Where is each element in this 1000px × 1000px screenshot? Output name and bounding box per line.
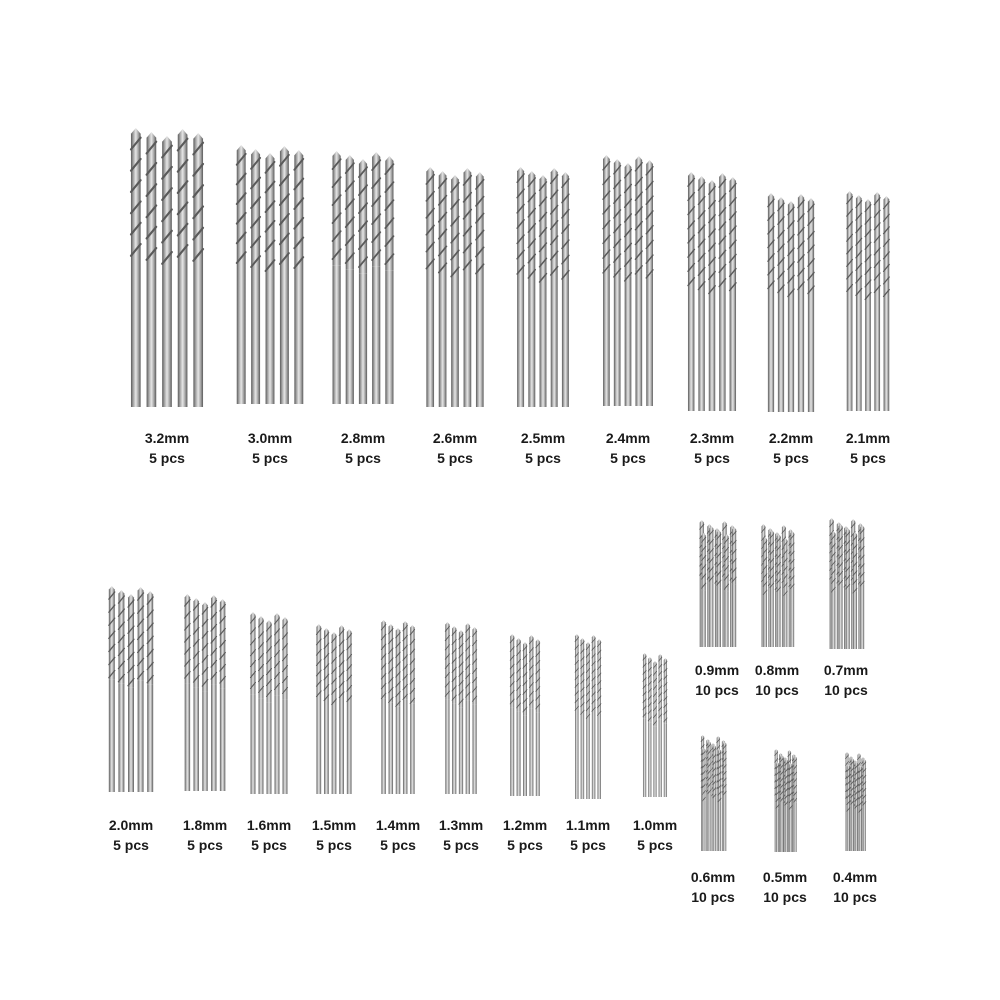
drill-bit-label	[763, 867, 807, 907]
bit-count: 10 pcs	[695, 682, 739, 698]
drill-bit-bundle	[376, 620, 420, 795]
drill-bit	[267, 620, 272, 794]
drill-bit-label	[824, 660, 868, 700]
bit-size: 1.8mm	[182, 817, 228, 833]
bit-count: 5 pcs	[252, 450, 288, 466]
drill-bit-bundle	[511, 167, 575, 408]
bit-count: 5 pcs	[345, 450, 381, 466]
drill-bit-label	[312, 815, 356, 855]
drill-bit	[517, 638, 521, 796]
bit-size: 2.1mm	[845, 430, 891, 446]
bit-count: 5 pcs	[694, 450, 730, 466]
bit-count: 5 pcs	[113, 837, 149, 853]
bit-count: 10 pcs	[691, 889, 735, 905]
drill-bit	[333, 151, 341, 404]
drill-bit	[540, 175, 547, 407]
drill-bit-bundle	[694, 520, 740, 648]
bit-size: 2.5mm	[520, 430, 566, 446]
drill-bit	[653, 661, 656, 797]
bit-size: 1.3mm	[438, 817, 484, 833]
drill-bit	[659, 654, 662, 797]
drill-bit	[138, 587, 144, 792]
drill-bit	[316, 624, 321, 794]
drill-bit	[730, 177, 736, 411]
drill-bit	[597, 639, 600, 799]
drill-bit-label	[633, 815, 677, 855]
drill-bit-label	[566, 815, 610, 855]
drill-bit	[452, 626, 456, 794]
drill-bit-bundle	[245, 612, 293, 795]
drill-bit	[788, 201, 794, 412]
bit-size: 1.0mm	[632, 817, 678, 833]
drill-bit	[193, 133, 203, 407]
bit-count: 5 pcs	[773, 450, 809, 466]
drill-bit	[147, 132, 157, 407]
drill-bit	[280, 146, 289, 404]
drill-bit	[603, 155, 610, 406]
drill-bit	[347, 629, 352, 794]
drill-bit-label	[341, 428, 385, 468]
drill-bit	[528, 171, 535, 407]
bit-size: 2.0mm	[108, 817, 154, 833]
bit-count: 5 pcs	[850, 450, 886, 466]
drill-bit	[459, 630, 463, 794]
bit-size: 3.2mm	[144, 430, 190, 446]
bit-count: 5 pcs	[316, 837, 352, 853]
drill-bit	[702, 533, 706, 647]
drill-bit-label	[376, 815, 420, 855]
drill-bit-bundle	[762, 193, 820, 413]
bit-size: 1.2mm	[502, 817, 548, 833]
bit-size: 1.4mm	[375, 817, 421, 833]
drill-bit-label	[439, 815, 483, 855]
drill-bit	[847, 765, 850, 851]
bit-count: 5 pcs	[570, 837, 606, 853]
bit-size: 0.8mm	[754, 662, 800, 678]
drill-bit	[410, 625, 414, 794]
bit-count: 5 pcs	[610, 450, 646, 466]
drill-bit	[451, 175, 459, 407]
bit-count: 5 pcs	[443, 837, 479, 853]
drill-bit	[464, 168, 472, 407]
bit-count: 5 pcs	[149, 450, 185, 466]
drill-bit	[586, 642, 589, 799]
drill-bit	[839, 524, 843, 649]
drill-bit	[863, 759, 866, 851]
drill-bit	[403, 621, 407, 794]
bit-size: 2.3mm	[689, 430, 735, 446]
drill-bit	[724, 534, 728, 647]
drill-bit-label	[695, 660, 739, 700]
drill-bit-label	[690, 428, 734, 468]
drill-bit-label	[846, 428, 890, 468]
drill-bit	[131, 128, 141, 407]
drill-bit	[211, 595, 216, 791]
drill-bit	[635, 156, 642, 406]
drill-bit-bundle	[311, 624, 357, 795]
drill-bit	[794, 756, 797, 852]
drill-bit	[784, 538, 788, 647]
bit-count: 5 pcs	[437, 450, 473, 466]
drill-bit	[856, 195, 862, 411]
drill-bit	[768, 193, 774, 412]
drill-bit-bundle	[770, 749, 800, 853]
drill-bit	[220, 599, 225, 791]
drill-bit	[178, 129, 188, 407]
drill-bit	[851, 758, 854, 851]
drill-bit	[770, 530, 774, 647]
drill-bit	[472, 627, 476, 794]
drill-bit-label	[183, 815, 227, 855]
drill-bit-bundle	[326, 151, 400, 405]
drill-bit	[581, 638, 584, 799]
drill-bit	[789, 763, 792, 852]
bit-count: 10 pcs	[763, 889, 807, 905]
drill-bit	[275, 613, 280, 794]
drill-bit	[719, 173, 725, 411]
drill-bit	[777, 534, 781, 647]
drill-bit	[778, 197, 784, 412]
drill-bit-bundle	[696, 735, 730, 852]
drill-bit	[529, 635, 533, 796]
drill-bit	[396, 628, 400, 794]
drill-bit	[445, 622, 449, 794]
drill-bit-bundle	[124, 128, 210, 408]
drill-bit	[294, 150, 303, 404]
drill-bit	[808, 198, 814, 412]
drill-bit-bundle	[638, 653, 672, 798]
drill-bit	[688, 172, 694, 411]
drill-bit-bundle	[103, 586, 159, 793]
drill-bit	[702, 748, 705, 851]
drill-bit	[846, 528, 850, 649]
drill-bit	[646, 160, 653, 406]
drill-bit	[614, 159, 621, 406]
drill-bit	[698, 176, 704, 411]
bit-count: 5 pcs	[525, 450, 561, 466]
drill-bit	[517, 167, 524, 407]
drill-bit	[780, 755, 783, 852]
drill-bit	[643, 653, 646, 797]
bit-size: 2.8mm	[340, 430, 386, 446]
drill-bit-label	[521, 428, 565, 468]
drill-bit	[860, 525, 864, 649]
bit-size: 2.2mm	[768, 430, 814, 446]
bit-count: 5 pcs	[251, 837, 287, 853]
drill-bit-label	[109, 815, 153, 855]
drill-bit-label	[145, 428, 189, 468]
bit-size: 2.4mm	[605, 430, 651, 446]
drill-bit-bundle	[841, 191, 895, 412]
drill-bit	[865, 199, 871, 411]
drill-bit	[283, 617, 288, 794]
bit-count: 5 pcs	[637, 837, 673, 853]
bit-size: 0.6mm	[690, 869, 736, 885]
drill-bit	[790, 531, 794, 647]
drill-bit	[251, 612, 256, 794]
bit-size: 0.9mm	[694, 662, 740, 678]
bit-count: 5 pcs	[187, 837, 223, 853]
drill-bit-bundle	[682, 172, 742, 412]
drill-bit	[763, 537, 767, 647]
bit-size: 3.0mm	[247, 430, 293, 446]
drill-bit	[109, 586, 115, 792]
drill-bit	[385, 156, 393, 404]
drill-bit	[648, 657, 651, 797]
bit-size: 1.5mm	[311, 817, 357, 833]
drill-bit	[713, 745, 716, 851]
drill-bit	[266, 153, 275, 404]
drill-bit	[339, 625, 344, 794]
drill-bit	[853, 532, 857, 649]
bit-size: 0.4mm	[832, 869, 878, 885]
bit-size: 2.6mm	[432, 430, 478, 446]
drill-bit-label	[247, 815, 291, 855]
bit-count: 10 pcs	[824, 682, 868, 698]
drill-bit	[664, 658, 667, 797]
drill-bit	[884, 196, 890, 411]
bit-size: 0.5mm	[762, 869, 808, 885]
drill-bit	[785, 759, 788, 852]
drill-bit-label	[433, 428, 477, 468]
drill-bit	[732, 527, 736, 647]
drill-bit	[359, 159, 367, 404]
drill-bit	[259, 616, 264, 794]
drill-bit-bundle	[440, 622, 482, 795]
drill-bit	[389, 624, 393, 794]
drill-bit	[709, 526, 713, 647]
drill-bit	[855, 762, 858, 851]
bit-size: 1.1mm	[565, 817, 611, 833]
bit-count: 10 pcs	[755, 682, 799, 698]
bit-count: 5 pcs	[507, 837, 543, 853]
drill-bit	[831, 531, 835, 649]
drill-bit	[709, 180, 715, 411]
drill-bit	[551, 168, 558, 407]
drill-bit	[859, 766, 862, 851]
drill-bit	[510, 634, 514, 796]
drill-bit	[332, 632, 337, 794]
drill-bit-label	[606, 428, 650, 468]
drill-bit-bundle	[841, 752, 869, 852]
drill-bit	[466, 623, 470, 794]
drill-bit	[128, 594, 134, 792]
drill-bit	[723, 742, 726, 851]
drill-bit	[237, 145, 246, 404]
drill-bit	[147, 591, 153, 792]
drill-bit	[324, 628, 329, 794]
drill-bit	[798, 194, 804, 412]
drill-bit-label	[833, 867, 877, 907]
drill-bit	[193, 598, 198, 791]
drill-bit	[575, 634, 578, 799]
bit-size: 1.6mm	[246, 817, 292, 833]
drill-bit-label	[755, 660, 799, 700]
drill-bit	[476, 172, 484, 407]
drill-bit	[874, 192, 880, 411]
drill-bit-bundle	[230, 145, 310, 405]
drill-bit	[562, 172, 569, 407]
drill-bit	[426, 167, 434, 407]
bit-size: 0.7mm	[823, 662, 869, 678]
drill-bit-bundle	[505, 634, 545, 797]
drill-bit	[185, 594, 190, 791]
drill-bit	[381, 620, 385, 794]
drill-bit	[118, 590, 124, 792]
drill-bit-bundle	[570, 634, 606, 800]
drill-bit-label	[248, 428, 292, 468]
drill-bit	[202, 602, 207, 791]
drill-bit-bundle	[179, 594, 231, 792]
drill-bit	[847, 191, 853, 411]
drill-bit-label	[769, 428, 813, 468]
drill-bit	[708, 741, 711, 851]
drill-bit	[592, 635, 595, 799]
drill-bit-bundle	[824, 518, 868, 650]
drill-bit	[776, 762, 779, 852]
drill-bit-bundle	[756, 524, 798, 648]
drill-bit	[625, 163, 632, 406]
drill-bit	[717, 530, 721, 647]
drill-bit-bundle	[420, 167, 490, 408]
bit-count: 10 pcs	[833, 889, 877, 905]
drill-bit	[162, 136, 172, 407]
drill-bit	[346, 155, 354, 404]
drill-bit	[523, 642, 527, 796]
drill-bit	[251, 149, 260, 404]
bit-count: 5 pcs	[380, 837, 416, 853]
drill-bit	[372, 152, 380, 404]
drill-bit-bundle	[597, 155, 659, 407]
drill-bit	[718, 749, 721, 851]
drill-bit	[439, 171, 447, 407]
drill-bit	[536, 639, 540, 796]
drill-bit-label	[691, 867, 735, 907]
drill-bit-label	[503, 815, 547, 855]
